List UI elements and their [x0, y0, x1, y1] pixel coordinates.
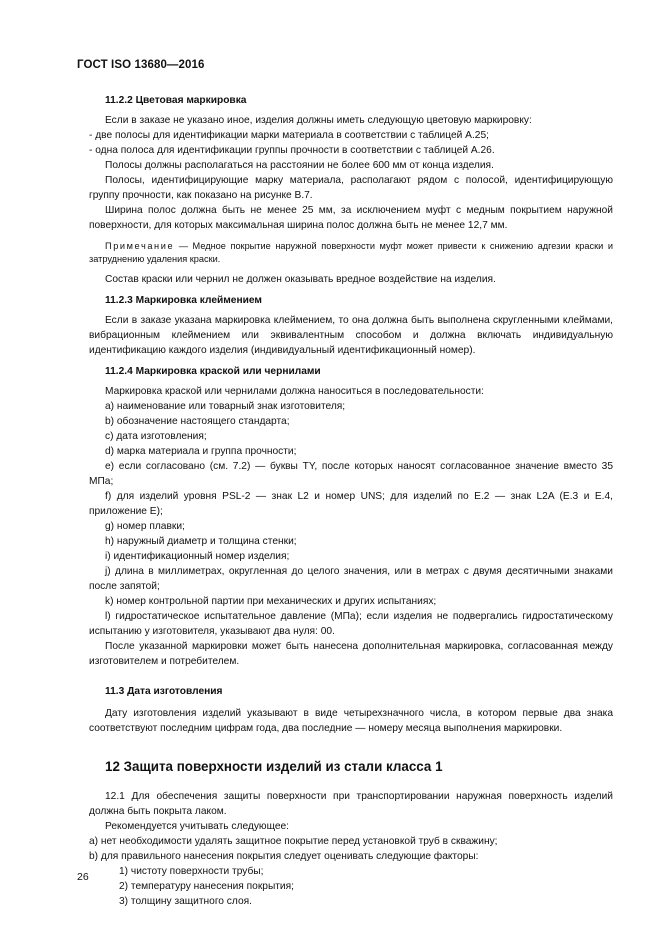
- paragraph: Если в заказе не указано иное, изделия должны иметь следующую цветовую маркировку:: [105, 115, 532, 126]
- list-item: b) для правильного нанесения покрытия следует оценивать следующие факторы:: [89, 851, 479, 862]
- page-number: 26: [77, 871, 89, 883]
- document-header: ГОСТ ISO 13680—2016: [77, 59, 205, 71]
- list-item: k) номер контрольной партии при механических и других испытаниях;: [105, 596, 437, 607]
- list-item: d) марка материала и группа прочности;: [105, 446, 297, 457]
- note-label: Примечание: [105, 241, 175, 251]
- paragraph: Дату изготовления изделий указывают в виде четырехзначного числа, в котором первые два знака соответствуют последним цифрам года, два последние — номеру месяца выполнения маркировки.: [89, 708, 613, 734]
- list-item: a) наименование или товарный знак изготовителя;: [105, 401, 346, 412]
- section-11-3-title: 11.3 Дата изготовления: [105, 686, 223, 697]
- paragraph: Состав краски или чернил не должен оказывать вредное воздействие на изделия.: [105, 274, 496, 285]
- paragraph: Полосы, идентифицирующие марку материала, располагают рядом с полосой, идентифицирующую группу прочности, как показано на рисунке В.7.: [89, 175, 613, 201]
- list-item: i) идентификационный номер изделия;: [105, 551, 290, 562]
- paragraph: Полосы должны располагаться на расстоянии не более 600 мм от конца изделия.: [105, 160, 494, 171]
- paragraph: Маркировка краской или чернилами должна наноситься в последовательности:: [105, 386, 484, 397]
- list-item: f) для изделий уровня PSL-2 — знак L2 и номер UNS; для изделий по Е.2 — знак L2A (Е.3 и Е.4, приложение Е);: [89, 491, 613, 517]
- section-12-title: 12 Защита поверхности изделий из стали класса 1: [105, 759, 443, 774]
- sub-list-item: 1) чистоту поверхности трубы;: [119, 866, 264, 877]
- note: [89, 240, 613, 266]
- list-item: - одна полоса для идентификации группы прочности в соответствии с таблицей А.26.: [89, 145, 495, 156]
- paragraph: После указанной маркировки может быть нанесена дополнительная маркировка, согласованная между изготовителем и потребителем.: [89, 641, 613, 667]
- list-item: l) гидростатическое испытательное давление (МПа); если изделия не подвергались гидростатическому испытанию у изготовителя, указывают два нуля: 00.: [89, 611, 613, 637]
- sub-list-item: 2) температуру нанесения покрытия;: [119, 881, 294, 892]
- paragraph: 12.1 Для обеспечения защиты поверхности при транспортировании наружная поверхность изделий должна быть покрыта лаком.: [89, 791, 613, 817]
- list-item: b) обозначение настоящего стандарта;: [105, 416, 290, 427]
- section-11-2-3-title: 11.2.3 Маркировка клеймением: [105, 295, 262, 306]
- list-item: a) нет необходимости удалять защитное покрытие перед установкой труб в скважину;: [89, 836, 498, 847]
- list-item: j) длина в миллиметрах, округленная до целого значения, или в метрах с двумя десятичными знаками после запятой;: [89, 566, 613, 592]
- paragraph: Если в заказе указана маркировка клеймением, то она должна быть выполнена скругленными клеймами, вибрационным клеймением или эквивалентным способом и должна включать индивидуальную идентификацию каждого изделия (индивидуальный идентификационный номер).: [89, 315, 613, 356]
- list-item: g) номер плавки;: [105, 521, 185, 532]
- list-item: c) дата изготовления;: [105, 431, 207, 442]
- sub-list-item: 3) толщину защитного слоя.: [119, 896, 252, 907]
- note-text: — Медное покрытие наружной поверхности муфт может привести к снижению адгезии краски и затруднению удаления краски.: [89, 241, 613, 264]
- page-content: [89, 93, 613, 909]
- section-11-2-4-title: 11.2.4 Маркировка краской или чернилами: [105, 366, 321, 377]
- list-item: - две полосы для идентификации марки материала в соответствии с таблицей А.25;: [89, 130, 489, 141]
- list-item: e) если согласовано (см. 7.2) — буквы TY, после которых наносят согласованное значение вместо 35 МПа;: [89, 461, 613, 487]
- paragraph: Ширина полос должна быть не менее 25 мм, за исключением муфт с медным покрытием наружной поверхности, для которых максимальная ширина полос должна быть не менее 12,7 мм.: [89, 205, 613, 231]
- section-11-2-2-title: 11.2.2 Цветовая маркировка: [105, 95, 247, 106]
- list-item: h) наружный диаметр и толщина стенки;: [105, 536, 297, 547]
- paragraph: Рекомендуется учитывать следующее:: [105, 821, 289, 832]
